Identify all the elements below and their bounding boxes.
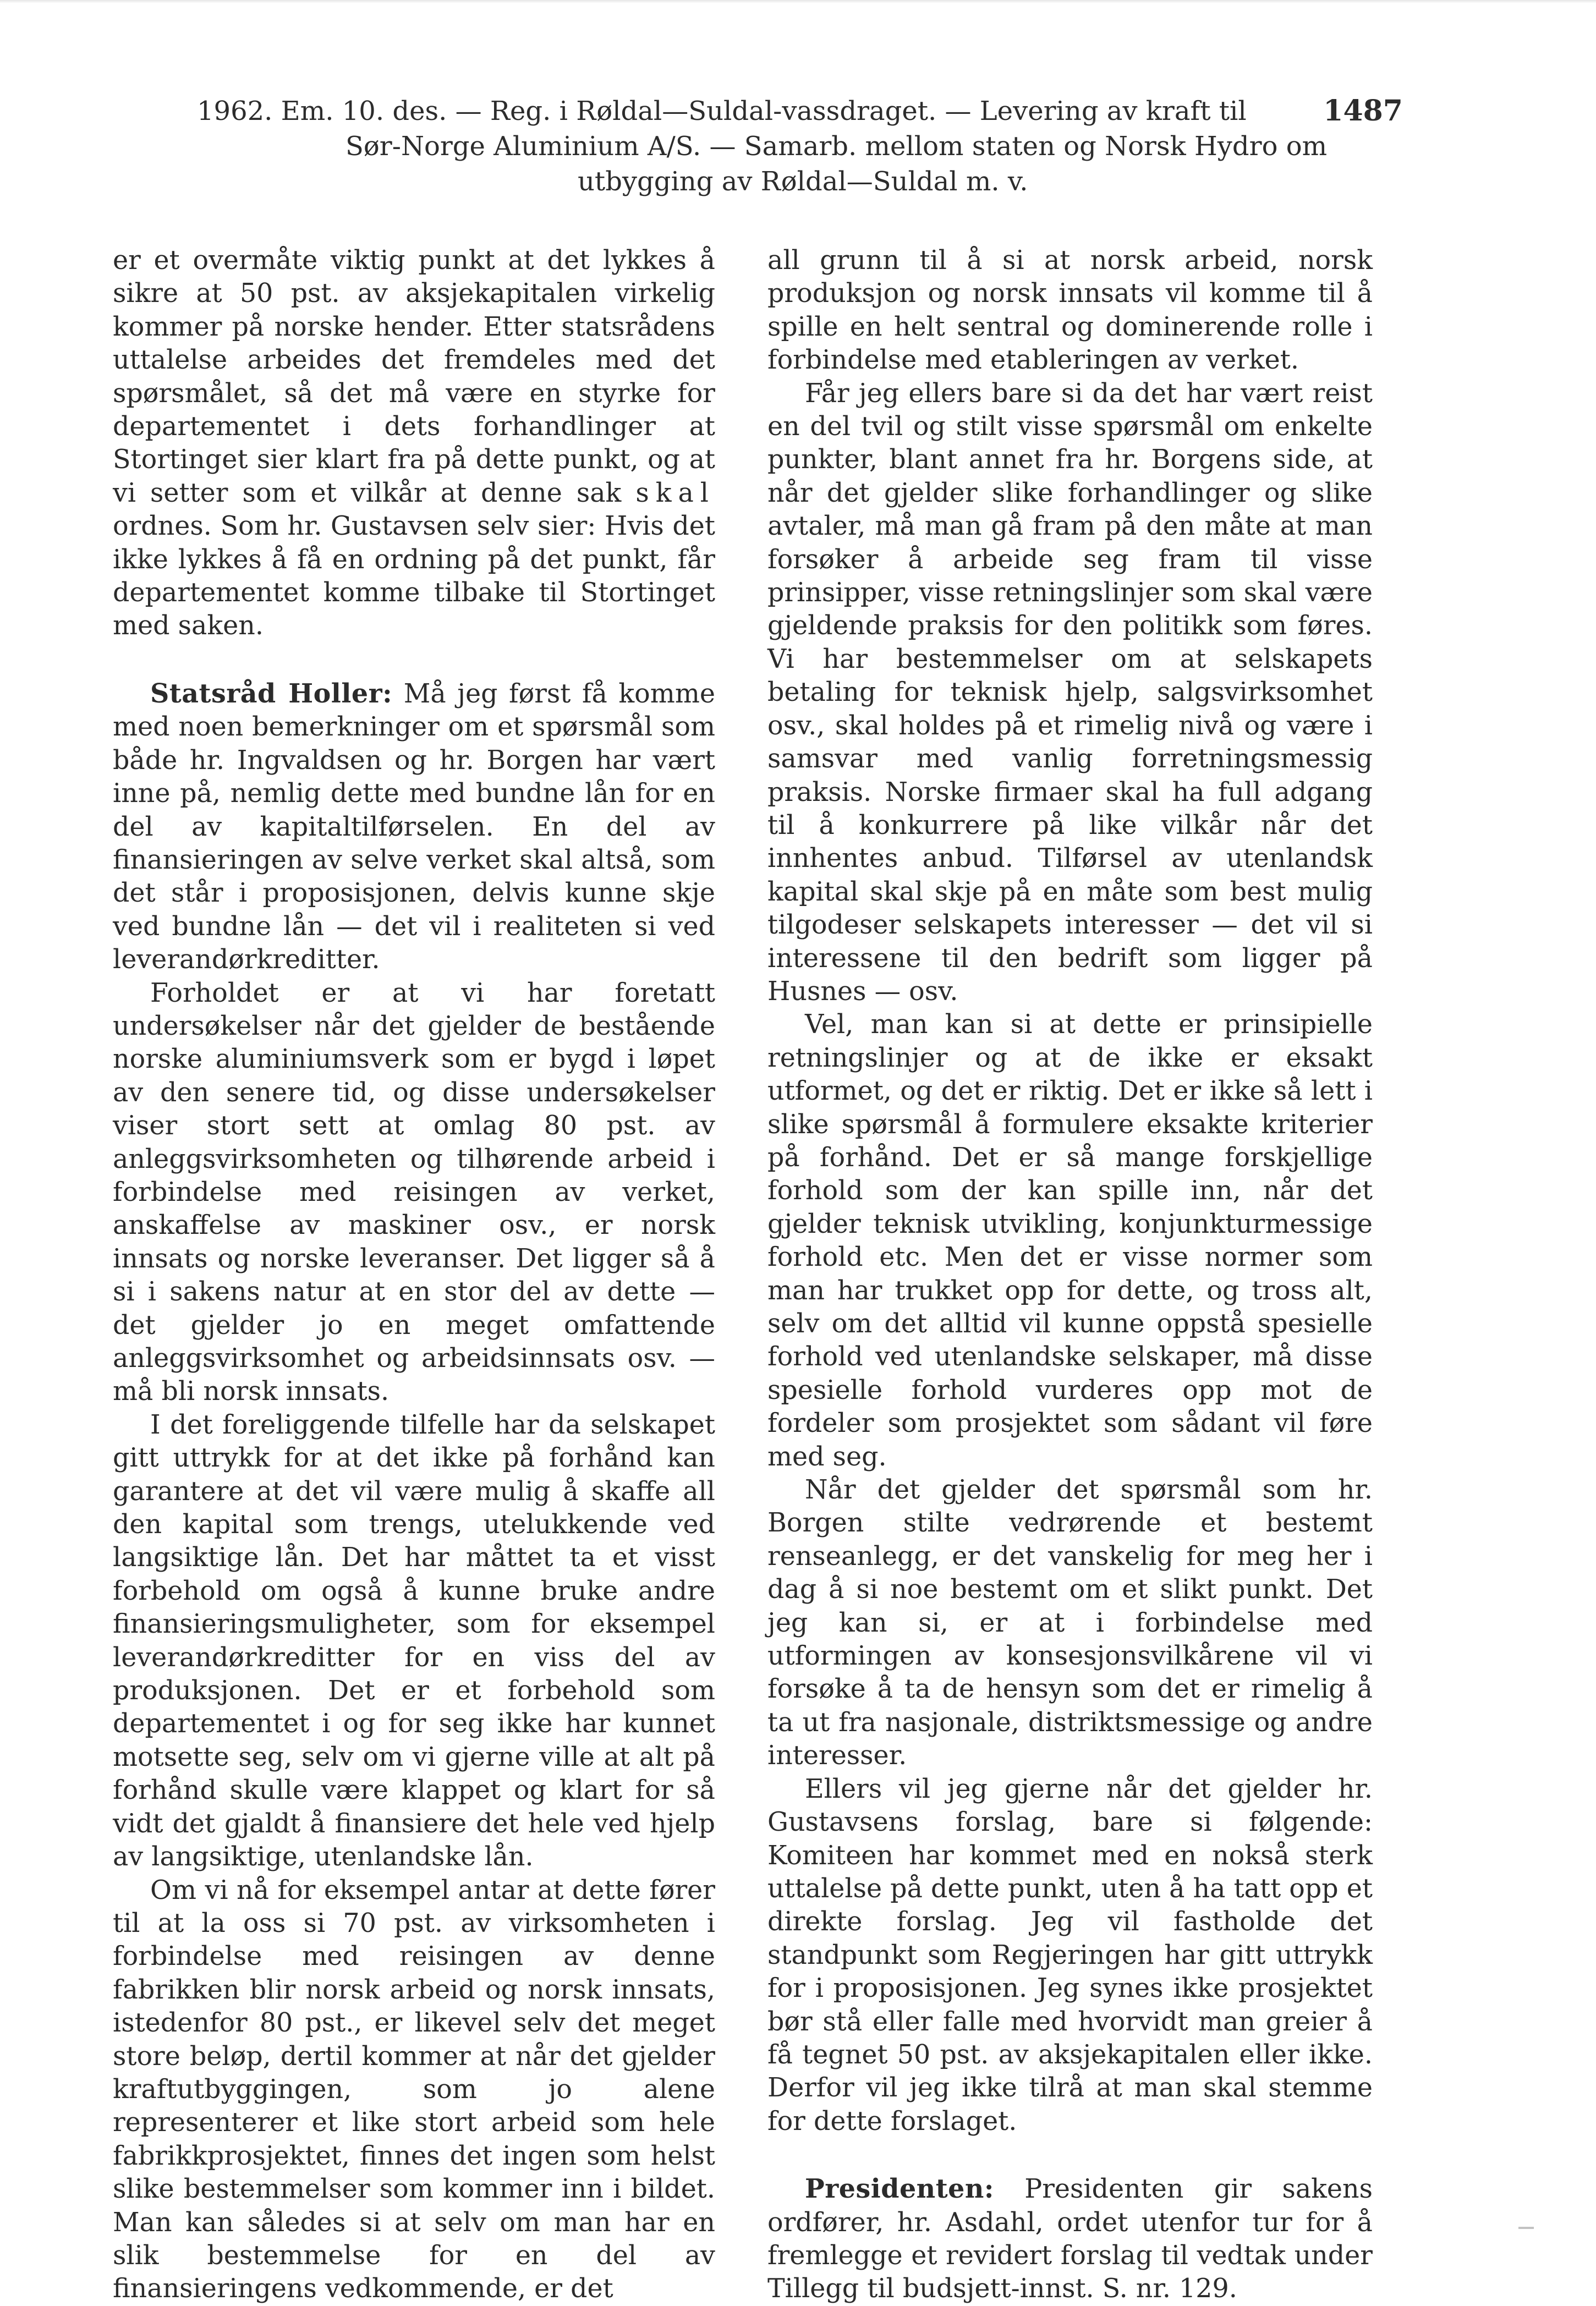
header-line-1 [171, 94, 1403, 129]
speech-text: Presidenten gir sakens ordfører, hr. Asdahl, ordet utenfor tur for å fremlegge et revidert forslag til vedtak under Tillegg til budsjett-innst. S. nr. 129. [767, 2174, 1373, 2304]
paragraph: Får jeg ellers bare si da det har vært reist en del tvil og stilt visse spørsmål om enkelte punkter, blant annet fra hr. Borgens side, at når det gjelder slike forhandlinger og slike avtaler, må man gå fram på den måte at man forsøker å arbeide seg fram til visse prinsipper, visse retningslinjer som skal være gjeldende praksis for den politikk som føres. Vi har bestemmelser om at selskapets betaling for teknisk hjelp, salgsvirksomhet osv., skal holdes på et rimelig nivå og være i samsvar med vanlig forretningsmessig praksis. Norske firmaer skal ha full adgang til å konkurrere på like vilkår når det innhentes anbud. Tilførsel av utenlandsk kapital skal skje på en måte som best mulig tilgodeser selskapets interesser — det vil si interessene til den bedrift som ligger på Husnes — osv. [767, 378, 1373, 1007]
paragraph-continuation: all grunn til å si at norsk arbeid, norsk produksjon og norsk innsats vil komme til å spille en helt sentral og dominerende rolle i forbindelse med etableringen av verket. [767, 245, 1373, 376]
speech-text: Må jeg først få komme med noen bemerkninger om et spørsmål som både hr. Ingvaldsen og hr. Borgen har vært inne på, nemlig dette med bundne lån for en del av kapitaltilførselen. En del av finansieringen av selve verket skal altså, som det står i proposisjonen, delvis kunne skje ved bundne lån — det vil i realiteten si ved leverandørkreditter. [113, 678, 715, 975]
left-column [113, 244, 715, 2306]
header-title-line-1: 1962. Em. 10. des. — Reg. i Røldal—Suldal-vassdraget. — Levering av kraft til [197, 96, 1247, 127]
paragraph-text: ordnes. Som hr. Gustavsen selv sier: Hvis det ikke lykkes å få en ordning på det punkt, får departementet komme tilbake til Stortinget med saken. [113, 511, 715, 641]
emphasis-text: skal [635, 477, 715, 508]
speaker-name: Statsråd Holler: [150, 678, 393, 709]
right-column [767, 244, 1373, 2306]
page-number: 1487 [1323, 94, 1403, 128]
paragraph: Om vi nå for eksempel antar at dette fører til at la oss si 70 pst. av virksomheten i forbindelse med reisingen av denne fabrikken blir norsk arbeid og norsk innsats, istedenfor 80 pst., er likevel selv det meget store beløp, dertil kommer at når det gjelder kraftutbyggingen, som jo alene representerer et like stort arbeid som hele fabrikkprosjektet, finnes det ingen som helst slike bestemmelser som kommer inn i bildet. Man kan således si at selv om man har en slik bestemmelse for en del av finansieringens vedkommende, er det [113, 1875, 715, 2304]
running-header [171, 94, 1403, 199]
paragraph-continuation [113, 244, 715, 643]
speech-presidenten [767, 2172, 1373, 2306]
header-line-3: utbygging av Røldal—Suldal m. v. [578, 166, 1028, 197]
speaker-name: Presidenten: [805, 2173, 994, 2205]
paragraph: Ellers vil jeg gjerne når det gjelder hr. Gustavsens forslag, bare si følgende: Komiteen har kommet med en nokså sterk uttalelse på dette punkt, uten å ha tatt opp et direkte forslag. Jeg vil fastholde det standpunkt som Regjeringen har gitt uttrykk for i proposisjonen. Jeg synes ikke prosjektet bør stå eller falle med hvorvidt man greier å få tegnet 50 pst. av aksjekapitalen eller ikke. Derfor vil jeg ikke tilrå at man skal stemme for dette forslaget. [767, 1774, 1373, 2137]
header-line-2: Sør-Norge Aluminium A/S. — Samarb. mellom staten og Norsk Hydro om [345, 131, 1328, 162]
paragraph: Forholdet er at vi har foretatt undersøkelser når det gjelder de bestående norske aluminiumsverk som er bygd i løpet av den senere tid, og disse undersøkelser viser stort sett at omlag 80 pst. av anleggsvirksomheten og tilhørende arbeid i forbindelse med reisingen av verket, anskaffelse av maskiner osv., er norsk innsats og norske leveranser. Det ligger så å si i sakens natur at en stor del av dette — det gjelder jo en meget omfattende anleggsvirksomhet og arbeidsinnsats osv. — må bli norsk innsats. [113, 978, 715, 1407]
paragraph: Vel, man kan si at dette er prinsipielle retningslinjer og at de ikke er eksakt utformet, og det er riktig. Det er ikke så lett i slike spørsmål å formulere eksakte kriterier på forhånd. Det er så mange forskjellige forhold som der kan spille inn, når det gjelder teknisk utvikling, konjunkturmessige forhold etc. Men det er visse normer som man har trukket opp for dette, og tross alt, selv om det alltid vil kunne oppstå spesielle forhold ved utenlandske selskaper, må disse spesielle forhold vurderes opp mot de fordeler som prosjektet som sådant vil føre med seg. [767, 1009, 1373, 1472]
page-edge [0, 0, 1596, 3]
paragraph-text: er et overmåte viktig punkt at det lykkes å sikre at 50 pst. av aksjekapitalen virkelig kommer på norske hender. Etter statsrådens uttalelse arbeides det fremdeles med det spørsmålet, så det må være en styrke for departementet i dets forhandlinger at Stortinget sier klart fra på dette punkt, og at vi setter som et vilkår at denne sak [113, 245, 715, 508]
speech-statsrad-holler [113, 677, 715, 977]
paragraph: I det foreliggende tilfelle har da selskapet gitt uttrykk for at det ikke på forhånd kan garantere at det vil være mulig å skaffe all den kapital som trengs, utelukkende ved langsiktige lån. Det har måttet ta et visst forbehold om også å kunne bruke andre finansieringsmuligheter, som for eksempel leverandørkreditter for en viss del av produksjonen. Det er et forbehold som departementet i og for seg ikke har kunnet motsette seg, selv om vi gjerne ville at alt på forhånd skulle være klappet og klart for så vidt det gjaldt å finansiere det hele ved hjelp av langsiktige, utenlandske lån. [113, 1409, 715, 1873]
paragraph: Når det gjelder det spørsmål som hr. Borgen stilte vedrørende et bestemt renseanlegg, er det vanskelig for meg her i dag å si noe bestemt om et slikt punkt. Det jeg kan si, er at i forbindelse med utformingen av konsesjonsvilkårene vil vi forsøke å ta de hensyn som det er rimelig å ta ut fra nasjonale, distriktsmessige og andre interesser. [767, 1475, 1373, 1771]
scan-artifact [1518, 2227, 1534, 2229]
